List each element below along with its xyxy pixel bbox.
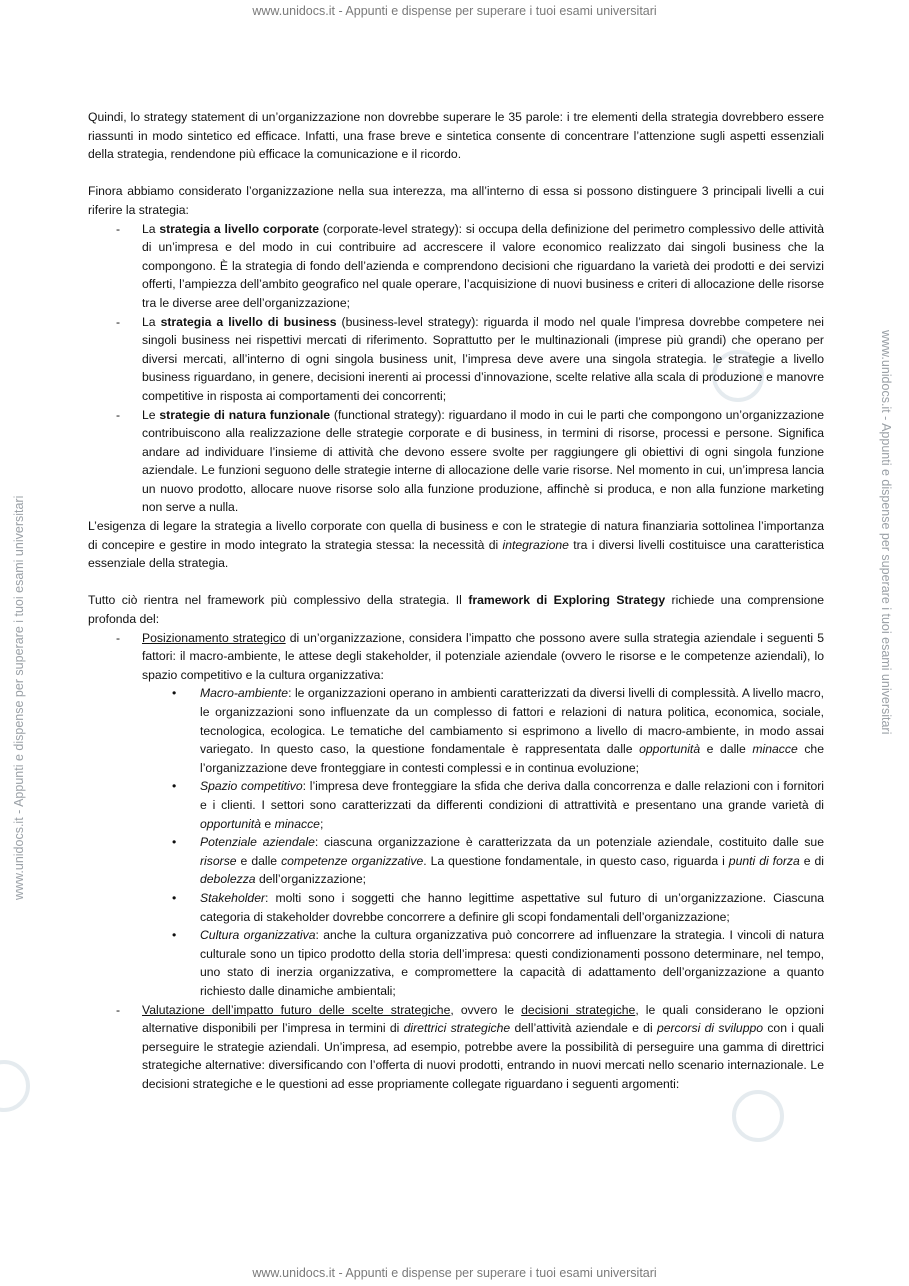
dash-marker: - — [116, 314, 121, 329]
term-business: strategia a livello di business — [160, 314, 337, 329]
list-item-functional: - Le strategie di natura funzionale (functional strategy): riguardano il modo in cui le parti che compongono un’organizzazione contribuiscono alla realizzazione delle strategie corporate e di business, in termini di risorse, processi e persone. Significa andare ad individuare l’insieme di attività che devono essere svolte per raggiungere gli obiettivi di ogni singola funzione aziendale. Le funzioni seguono delle strategie interne di allocazione delle varie risorse. Nel momento in cui, un’impresa lancia un nuovo prodotto, allocare nuove risorse solo alla funzione produzione, affinchè si produca, e non alla funzione marketing non serve a nulla. — [116, 407, 824, 515]
term-framework: framework di Exploring Strategy — [468, 593, 666, 608]
watermark-top: www.unidocs.it - Appunti e dispense per superare i tuoi esami universitari — [252, 4, 657, 18]
strategy-levels-list — [88, 220, 824, 518]
watermark-logo-icon — [0, 1060, 30, 1112]
list-item-cultura-organizzativa: • Cultura organizzativa: anche la cultura organizzativa può concorrere ad influenzare la strategia. I vincoli di natura culturale sono un tipico prodotto della storia dell’impresa: questi condizionamenti possono determinare, nel tempo, uno stato di inerzia organizzativa, e compromettere la capacità di adattamento dell’organizzazione a quanto richiesto dalle dinamiche ambientali; — [172, 928, 824, 998]
bullet-marker: • — [172, 928, 177, 943]
term-valutazione: Valutazione dell’impatto futuro delle scelte strategiche — [142, 1002, 451, 1017]
bullet-marker: • — [172, 890, 177, 905]
term-posizionamento: Posizionamento strategico — [142, 630, 286, 645]
list-item-macro-ambiente: • Macro-ambiente: le organizzazioni operano in ambienti caratterizzati da diversi livelli di complessità. A livello macro, le organizzazioni sono influenzate da un complesso di fattori e relazioni di natura politica, economica, sociale, tecnologica, ecologica. Le tematiche del cambiamento si esprimono a livello di macro-ambiente, in modo assai variegato. In questo caso, la questione fondamentale è rappresentata dalle opportunità e dalle minacce che l’organizzazione deve fronteggiare in contesti complessi e in continua evoluzione; — [172, 686, 824, 775]
paragraph-strategy-statement: Quindi, lo strategy statement di un’organizzazione non dovrebbe superare le 35 parole: i tre elementi della strategia dovrebbero essere riassunti in modo sintetico ed efficace. Infatti, una frase breve e sintetica consente di concentrare l’attenzione sugli aspetti essenziali della strategia, rendendone più efficace la comunicazione e il ricordo. — [88, 110, 824, 162]
list-item-corporate: - La strategia a livello corporate (corporate-level strategy): si occupa della definizione del perimetro complessivo delle attività di un’impresa e del modo in cui contribuire ad accrescere il valore economico realizzato dai singoli business che la compongono. È la strategia di fondo dell’azienda e comprendono decisioni che riguardano la varietà dei prodotti e dei servizi offerti, l’ampiezza dell’ambito geografico nel quale operare, l’acquisizione di nuovi business e criteri di allocazione delle risorse tra le diverse aree dell’organizzazione; — [116, 221, 824, 310]
watermark-right: www.unidocs.it - Appunti e dispense per superare i tuoi esami universitari — [879, 330, 893, 735]
term-integrazione: integrazione — [502, 537, 569, 552]
watermark-bottom: www.unidocs.it - Appunti e dispense per superare i tuoi esami universitari — [252, 1266, 657, 1280]
paragraph-integration: L’esigenza di legare la strategia a livello corporate con quella di business e con le strategie di natura finanziaria sottolinea l’importanza di concepire e gestire in modo integrato la strategia stessa: la necessità di integrazione tra i diversi livelli costituisce una caratteristica essenziale della strategia. — [88, 519, 824, 571]
paragraph-framework: Tutto ciò rientra nel framework più complessivo della strategia. Il framework di Exploring Strategy richiede una comprensione profonda del: — [88, 593, 825, 627]
bullet-marker: • — [172, 779, 177, 794]
dash-marker: - — [116, 221, 121, 236]
term-corporate: strategia a livello corporate — [159, 221, 320, 236]
watermark-left: www.unidocs.it - Appunti e dispense per superare i tuoi esami universitari — [12, 495, 26, 900]
dash-marker: - — [116, 630, 121, 645]
bullet-marker: • — [172, 835, 177, 850]
term-decisioni-strategiche: decisioni strategiche — [521, 1002, 636, 1017]
term-functional: strategie di natura funzionale — [159, 407, 331, 422]
dash-marker: - — [116, 1002, 121, 1017]
list-item-stakeholder: • Stakeholder: molti sono i soggetti che hanno legittime aspettative sul futuro di un’organizzazione. Ciascuna categoria di stakeholder dovrebbe concorrere a definire gli scopi fondamentali dell’organizzazione; — [172, 890, 824, 924]
watermark-logo-icon — [732, 1090, 784, 1142]
list-item-posizionamento: - Posizionamento strategico di un’organizzazione, considera l’impatto che possono avere sulla strategia aziendale i seguenti 5 fattori: il macro-ambiente, le attese degli stakeholder, il potenziale aziendale (ovvero le risorse e le competenze aziendali), lo spazio competitivo e la cultura organizzativa: • Macro-ambiente: le organizzazioni operano in ambienti caratterizzati da diversi livelli di complessità. A livello macro, le organizzazioni sono influenzate da un complesso di fattori e relazioni di natura politica, economica, sociale, tecnologica, ecologica. Le tematiche del cambiamento si esprimono a livello di macro-ambiente, in modo assai variegato. In questo caso, la questione fondamentale è rappresentata dalle opportunità e dalle minacce che l’organizzazione deve fronteggiare in contesti complessi e in continua evoluzione; • Spazio competitivo: l’impresa deve fronteggiare la sfida che deriva dalla concorrenza e dalle relazioni con i fornitori e i clienti. I settori sono caratterizzati da differenti condizioni di attrattività e presentano una grande varietà di opportunità e minacce; • Potenziale aziendale: ciascuna organizzazione è caratterizzata da un potenziale aziendale, costituito dalle sue risorse e dalle competenze organizzative. La questione fondamentale, in questo caso, riguarda i punti di forza e di debolezza dell’organizzazione; • Stakeholder: molti sono i soggetti che hanno legittime aspettative sul futuro di un’organizzazione. Ciascuna categoria di stakeholder dovrebbe concorrere a definire gli scopi fondamentali dell’organizzazione; • Cultura organizzativa: anche la cultura organizzativa può concorrere ad influenzare la strategia. I vincoli di natura culturale sono un tipico prodotto della storia dell’impresa: questi condizionamenti possono determinare, nel tempo, uno stato di inerzia organizzativa, e compromettere la capacità di adattamento dell’organizzazione a quanto richiesto dalle dinamiche ambientali; — [88, 629, 824, 1001]
framework-list — [88, 629, 824, 1094]
paragraph-levels-intro: Finora abbiamo considerato l’organizzazione nella sua interezza, ma all’interno di essa si possono distinguere 3 principali livelli a cui riferire la strategia: — [88, 184, 824, 217]
list-item-spazio-competitivo: • Spazio competitivo: l’impresa deve fronteggiare la sfida che deriva dalla concorrenza e dalle relazioni con i fornitori e i clienti. I settori sono caratterizzati da differenti condizioni di attrattività e presentano una grande varietà di opportunità e minacce; — [172, 779, 824, 831]
list-item-business: - La strategia a livello di business (business-level strategy): riguarda il modo nel quale l’impresa dovrebbe competere nei singoli business nei rispettivi mercati di riferimento. Soprattutto per le multinazionali (imprese più grandi) che operano per diversi mercati, all’interno di ogni singola business unit, l’impresa deve avere una singola strategia. le strategie a livello business riguardano, in genere, decisioni inerenti ai processi d’innovazione, scelte relative alla scala di produzione e manovre competitive in risposta ai comportamenti dei concorrenti; — [116, 314, 824, 403]
list-item-valutazione: - Valutazione dell’impatto futuro delle scelte strategiche, ovvero le decisioni strategiche, le quali considerano le opzioni alternative disponibili per l’impresa in termini di direttrici strategiche dell’attività aziendale e di percorsi di sviluppo con i quali perseguire le strategie aziendali. Un’impresa, ad esempio, potrebbe avere la possibilità di perseguire una gamma di direttrici strategiche alternative: diversificando con l’offerta di nuovi prodotti, entrando in nuovi mercati nello scenario internazionale. Le decisioni strategiche e le questioni ad esse propriamente collegate riguardano i seguenti argomenti: — [116, 1002, 824, 1091]
dash-marker: - — [116, 407, 121, 422]
bullet-marker: • — [172, 686, 177, 701]
factors-list — [142, 684, 824, 1000]
list-item-potenziale-aziendale: • Potenziale aziendale: ciascuna organizzazione è caratterizzata da un potenziale aziendale, costituito dalle sue risorse e dalle competenze organizzative. La questione fondamentale, in questo caso, riguarda i punti di forza e di debolezza dell’organizzazione; — [172, 835, 825, 887]
document-body — [88, 108, 824, 1093]
